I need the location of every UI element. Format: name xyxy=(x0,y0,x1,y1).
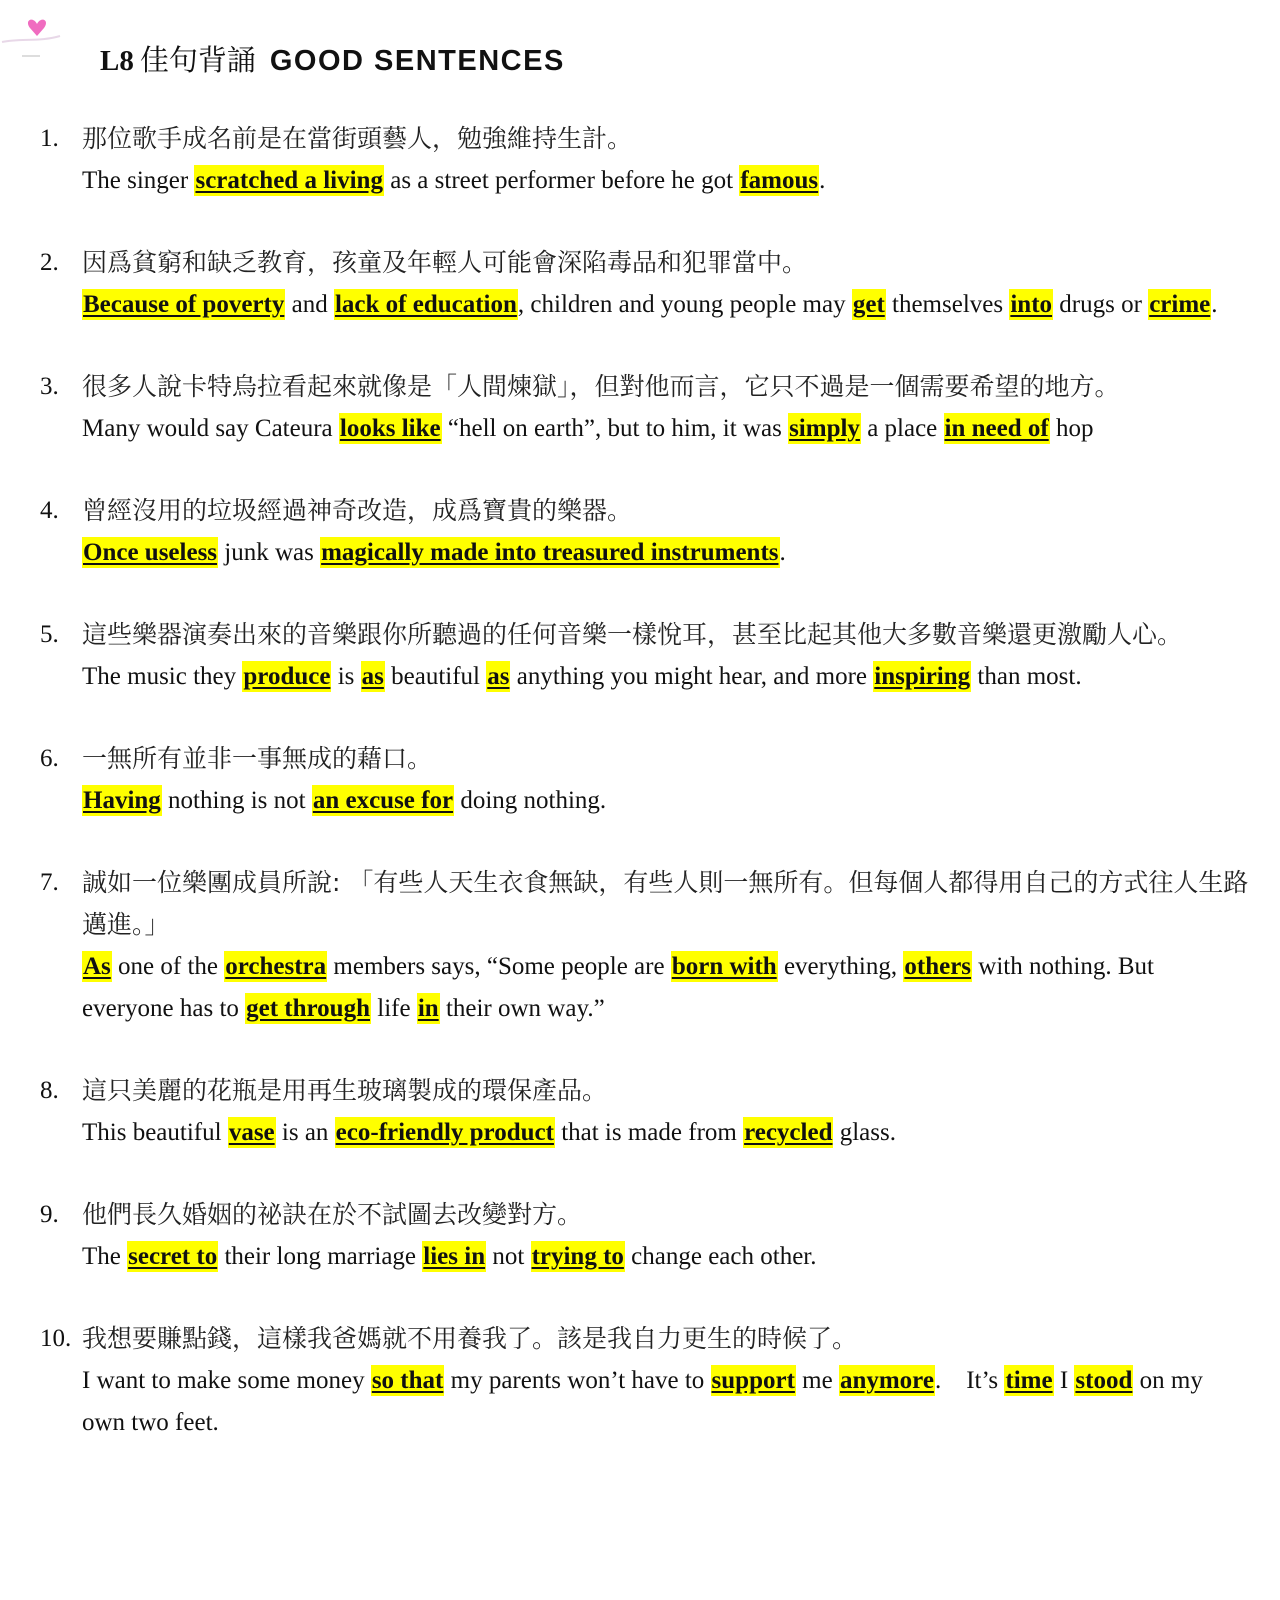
highlighted-phrase: lies in xyxy=(423,1243,486,1270)
chinese-sentence: 因爲貧窮和缺乏教育，孩童及年輕人可能會深陷毒品和犯罪當中。 xyxy=(82,248,808,277)
sentence-text: everything, xyxy=(777,953,904,980)
chinese-sentence: 這些樂器演奏出來的音樂跟你所聽過的任何音樂一樣悅耳，甚至比起其他大多數音樂還更激勵人心。 xyxy=(82,620,1183,649)
highlighted-phrase: secret to xyxy=(128,1243,218,1270)
sentence-text: “hell on earth”, but to him, it was xyxy=(441,415,789,442)
highlighted-phrase: in xyxy=(417,995,439,1022)
sentence-text: . xyxy=(819,167,826,194)
english-sentence xyxy=(82,1360,1250,1444)
highlighted-phrase: simply xyxy=(789,415,860,442)
item-number: 1. xyxy=(40,125,59,152)
highlighted-phrase: as xyxy=(487,663,510,690)
sentence-text: doing nothing. xyxy=(454,787,607,814)
sentence-item xyxy=(40,118,1250,202)
english-sentence xyxy=(82,656,1250,698)
sentence-text: The singer xyxy=(82,167,195,194)
highlighted-phrase: born with xyxy=(671,953,777,980)
sentence-item xyxy=(40,242,1250,326)
highlighted-phrase: famous xyxy=(740,167,819,194)
english-sentence xyxy=(82,780,1250,822)
highlighted-phrase: anymore xyxy=(839,1367,934,1394)
highlighted-phrase: as xyxy=(361,663,384,690)
sentence-item xyxy=(40,1194,1250,1278)
sentence-text: life xyxy=(371,995,417,1022)
item-number: 4. xyxy=(40,497,59,524)
sentence-text: beautiful xyxy=(384,663,487,690)
highlighted-phrase: orchestra xyxy=(225,953,327,980)
sentence-text: their long marriage xyxy=(218,1243,423,1270)
sentence-item xyxy=(40,1070,1250,1154)
heart-logo xyxy=(0,12,90,68)
sentence-text: nothing is not xyxy=(161,787,312,814)
item-number: 10. xyxy=(40,1325,72,1352)
sentence-text: is an xyxy=(275,1119,335,1146)
sentence-list xyxy=(40,118,1250,1444)
english-sentence xyxy=(82,1236,1250,1278)
chinese-sentence: 一無所有並非一事無成的藉口。 xyxy=(82,744,433,773)
title-chinese: 佳句背誦 xyxy=(139,43,256,77)
highlighted-phrase: magically made into treasured instruments xyxy=(321,539,779,566)
sentence-text: than most. xyxy=(971,663,1082,690)
highlighted-phrase: stood xyxy=(1075,1367,1133,1394)
sentence-text: a place xyxy=(860,415,944,442)
sentence-text: junk was xyxy=(218,539,321,566)
highlighted-phrase: Because of poverty xyxy=(83,291,285,318)
sentence-text: , children and young people may xyxy=(517,291,852,318)
item-number: 9. xyxy=(40,1201,59,1228)
sentence-text: that is made from xyxy=(554,1119,744,1146)
sentence-text: themselves xyxy=(885,291,1010,318)
highlighted-phrase: lack of education xyxy=(334,291,517,318)
sentence-text: I xyxy=(1053,1367,1075,1394)
chinese-sentence: 那位歌手成名前是在當街頭藝人，勉強維持生計。 xyxy=(82,124,633,153)
sentence-item xyxy=(40,490,1250,574)
heart-icon xyxy=(0,12,90,68)
sentence-item xyxy=(40,614,1250,698)
sentence-text: as a street performer before he got xyxy=(383,167,740,194)
sentence-item xyxy=(40,738,1250,822)
item-number: 5. xyxy=(40,621,59,648)
sentence-item xyxy=(40,366,1250,450)
sentence-text: their own way.” xyxy=(439,995,605,1022)
sentence-text: This beautiful xyxy=(82,1119,228,1146)
chinese-sentence: 誠如一位樂團成員所說: 「有些人天生衣食無缺，有些人則一無所有。但每個人都得用自己的方式往人生路邁進。」 xyxy=(82,868,1249,939)
sentence-text: with nothing. But everyone has to xyxy=(82,953,1161,1022)
chinese-sentence: 曾經沒用的垃圾經過神奇改造，成爲寶貴的樂器。 xyxy=(82,496,633,525)
sentence-text: The music they xyxy=(82,663,243,690)
sentence-text: on my own two feet. xyxy=(82,1367,1210,1436)
highlighted-phrase: crime xyxy=(1149,291,1211,318)
sentence-text: drugs or xyxy=(1053,291,1149,318)
title-english: GOOD SENTENCES xyxy=(269,45,565,77)
highlighted-phrase: in need of xyxy=(944,415,1049,442)
highlighted-phrase: an excuse for xyxy=(312,787,454,814)
item-number: 3. xyxy=(40,373,59,400)
sentence-text: . xyxy=(779,539,786,566)
sentence-text: The xyxy=(82,1243,128,1270)
sentence-text: hop xyxy=(1049,415,1094,442)
highlighted-phrase: eco-friendly product xyxy=(335,1119,554,1146)
item-number: 8. xyxy=(40,1077,59,1104)
highlighted-phrase: Once useless xyxy=(83,539,218,566)
sentence-text: Many would say Cateura xyxy=(82,415,339,442)
highlighted-phrase: As xyxy=(83,953,111,980)
sentence-text: one of the xyxy=(111,953,225,980)
sentence-text: not xyxy=(486,1243,531,1270)
highlighted-phrase: vase xyxy=(228,1119,275,1146)
sentence-text: change each other. xyxy=(624,1243,817,1270)
sentence-text: glass. xyxy=(833,1119,896,1146)
english-sentence xyxy=(82,284,1250,326)
highlighted-phrase: into xyxy=(1010,291,1053,318)
chinese-sentence: 這只美麗的花瓶是用再生玻璃製成的環保產品。 xyxy=(82,1076,608,1105)
highlighted-phrase: recycled xyxy=(744,1119,833,1146)
lesson-label: L8 xyxy=(100,45,134,77)
chinese-sentence: 我想要賺點錢，這樣我爸媽就不用養我了。該是我自力更生的時候了。 xyxy=(82,1324,858,1353)
highlighted-phrase: time xyxy=(1005,1367,1053,1394)
item-number: 2. xyxy=(40,249,59,276)
highlighted-phrase: so that xyxy=(371,1367,444,1394)
sentence-text: members says, “Some people are xyxy=(327,953,671,980)
sentence-text: . It’s xyxy=(934,1367,1005,1394)
highlighted-phrase: support xyxy=(711,1367,795,1394)
sentence-text: my parents won’t have to xyxy=(444,1367,711,1394)
chinese-sentence: 很多人說卡特烏拉看起來就像是「人間煉獄」，但對他而言，它只不過是一個需要希望的地方。 xyxy=(82,372,1120,401)
highlighted-phrase: looks like xyxy=(339,415,441,442)
highlighted-phrase: get xyxy=(852,291,885,318)
highlighted-phrase: scratched a living xyxy=(195,167,383,194)
sentence-text: anything you might hear, and more xyxy=(510,663,874,690)
english-sentence xyxy=(82,532,1250,574)
english-sentence xyxy=(82,408,1250,450)
sentence-text: . xyxy=(1211,291,1218,318)
sentence-item xyxy=(40,1318,1250,1444)
highlighted-phrase: produce xyxy=(243,663,331,690)
highlighted-phrase: inspiring xyxy=(874,663,971,690)
sentence-text: is xyxy=(331,663,361,690)
item-number: 7. xyxy=(40,869,59,896)
sentence-item xyxy=(40,862,1250,1030)
highlighted-phrase: trying to xyxy=(531,1243,624,1270)
page-title xyxy=(100,38,565,79)
highlighted-phrase: others xyxy=(904,953,972,980)
chinese-sentence: 他們長久婚姻的祕訣在於不試圖去改變對方。 xyxy=(82,1200,583,1229)
highlighted-phrase: Having xyxy=(83,787,161,814)
sentence-text: and xyxy=(285,291,334,318)
item-number: 6. xyxy=(40,745,59,772)
english-sentence xyxy=(82,946,1250,1030)
highlighted-phrase: get through xyxy=(246,995,370,1022)
sentence-text: me xyxy=(795,1367,839,1394)
english-sentence xyxy=(82,160,1250,202)
english-sentence xyxy=(82,1112,1250,1154)
sentence-text: I want to make some money xyxy=(82,1367,371,1394)
